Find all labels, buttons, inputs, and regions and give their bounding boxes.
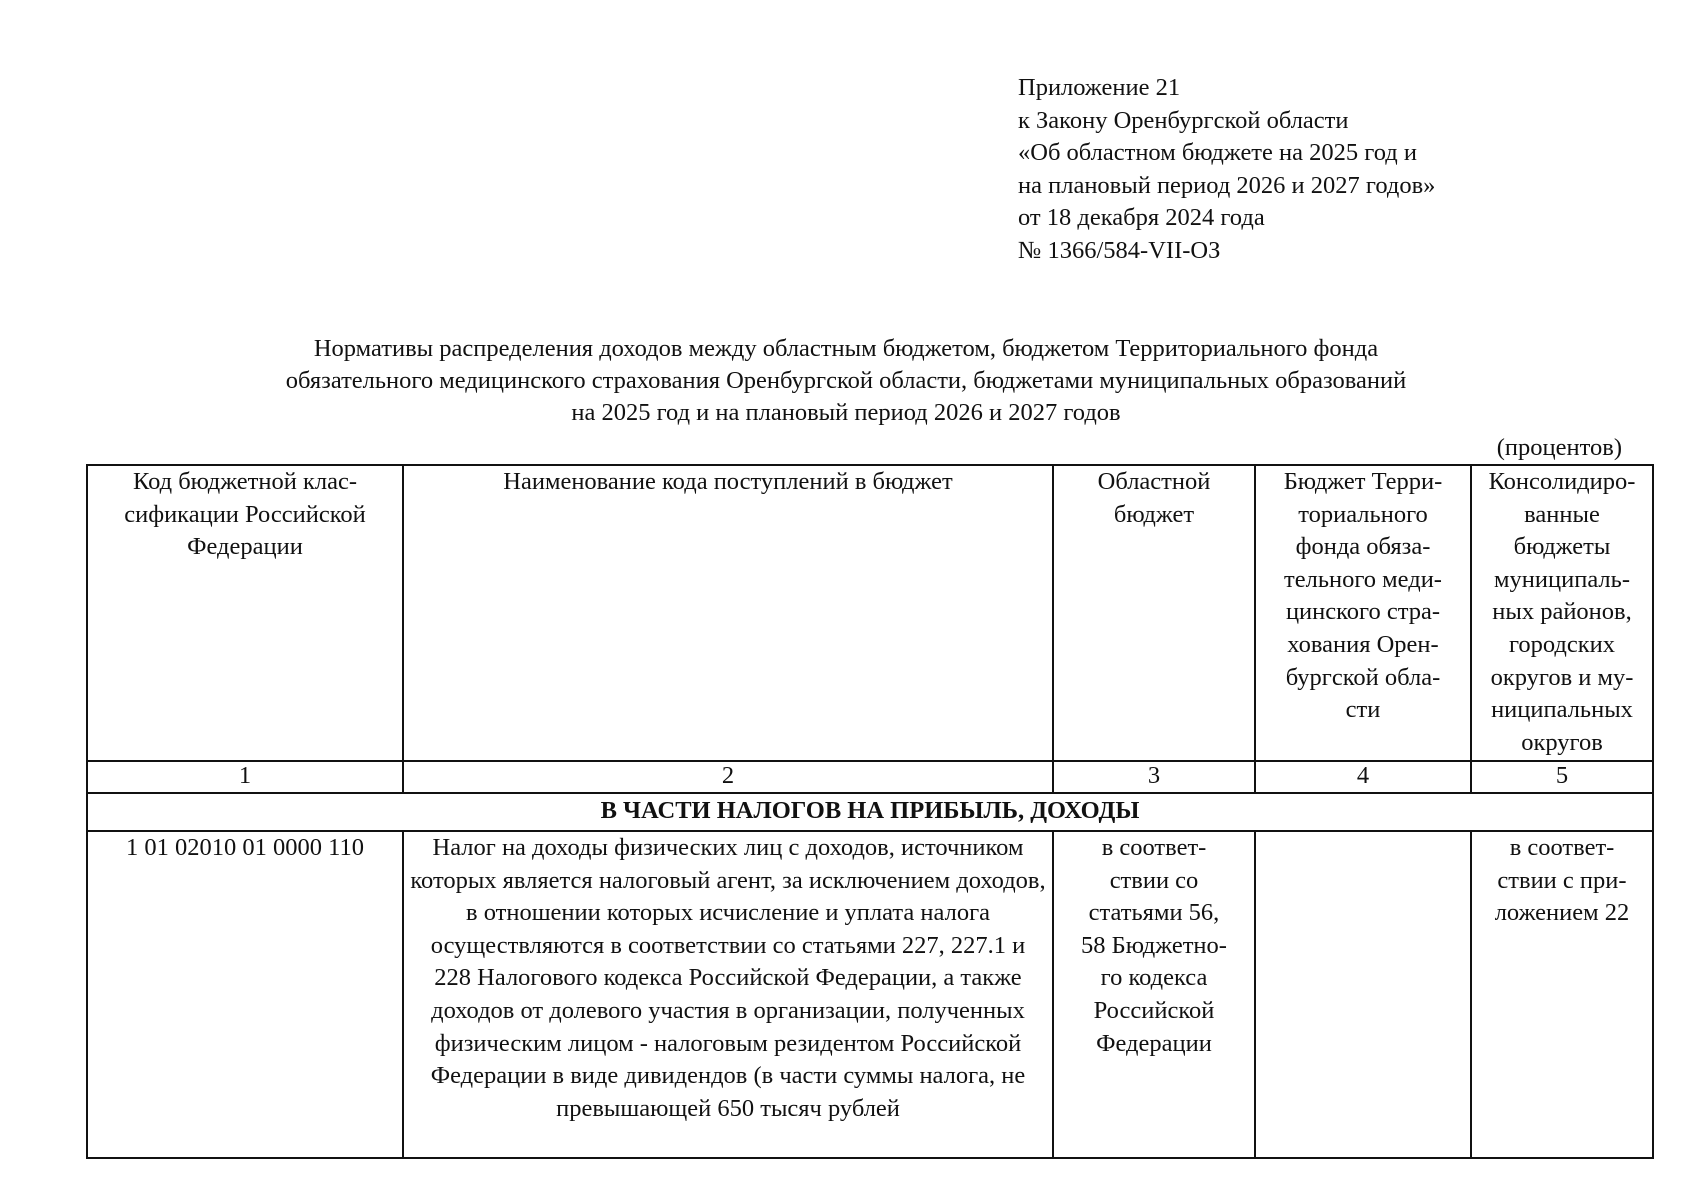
header-tfoms-budget: Бюджет Терри- ториального фонда обяза- тельного меди- цинского стра- хования Орен- бургской обла- сти: [1255, 465, 1471, 761]
section-heading: В ЧАСТИ НАЛОГОВ НА ПРИБЫЛЬ, ДОХОДЫ: [87, 793, 1653, 831]
header-municipal-budgets: Консолидиро- ванные бюджеты муниципаль- ных районов, городских округов и му- ниципальных округов: [1471, 465, 1653, 761]
header-name: Наименование кода поступлений в бюджет: [403, 465, 1053, 761]
table-header-row: [87, 465, 1653, 761]
column-number: 5: [1471, 761, 1653, 793]
units-label: (процентов): [1496, 434, 1622, 461]
section-row: [87, 793, 1653, 831]
row-code: 1 01 02010 01 0000 110: [87, 831, 403, 1158]
annex-line: № 1366/584-VII-ОЗ: [1018, 236, 1221, 264]
annex-reference: [1018, 72, 1435, 268]
column-number: 4: [1255, 761, 1471, 793]
header-regional-budget: Областной бюджет: [1053, 465, 1255, 761]
title-line: обязательного медицинского страхования Оренбургской области, бюджетами муниципальных образований: [285, 367, 1407, 395]
row-regional-norm: в соответ- ствии со статьями 56, 58 Бюджетно- го кодекса Российской Федерации: [1053, 831, 1255, 1158]
column-number: 2: [403, 761, 1053, 793]
row-tfoms-norm: [1255, 831, 1471, 1158]
annex-line: от 18 декабря 2024 года: [1018, 204, 1265, 232]
annex-line: Приложение 21: [1018, 74, 1181, 101]
document-title: [185, 333, 1507, 430]
annex-line: к Закону Оренбургской области: [1018, 106, 1349, 134]
row-municipal-norm: в соответ- ствии с при- ложением 22: [1471, 831, 1653, 1158]
norms-table: [86, 464, 1654, 1159]
annex-line: «Об областном бюджете на 2025 год и: [1018, 139, 1417, 167]
column-number-row: [87, 761, 1653, 793]
row-name: Налог на доходы физических лиц с доходов, источником которых является налоговый агент, за исключением доходов, в отношении которых исчисление и уплата налога осуществляются в соответствии со статьями 227, 227.1 и 228 Налогового кодекса Российской Федерации, а также доходов от долевого участия в организации, полученных физическим лицом - налоговым резидентом Российской Федерации в виде дивидендов (в части суммы налога, не превышающей 650 тысяч рублей: [403, 831, 1053, 1158]
header-code: Код бюджетной клас- сификации Российской Федерации: [87, 465, 403, 761]
column-number: 1: [87, 761, 403, 793]
title-line: Нормативы распределения доходов между областным бюджетом, бюджетом Территориального фонда: [313, 335, 1379, 362]
title-line: на 2025 год и на плановый период 2026 и 2027 годов: [571, 399, 1121, 427]
annex-line: на плановый период 2026 и 2027 годов»: [1018, 171, 1436, 199]
table-row: [87, 831, 1653, 1158]
column-number: 3: [1053, 761, 1255, 793]
